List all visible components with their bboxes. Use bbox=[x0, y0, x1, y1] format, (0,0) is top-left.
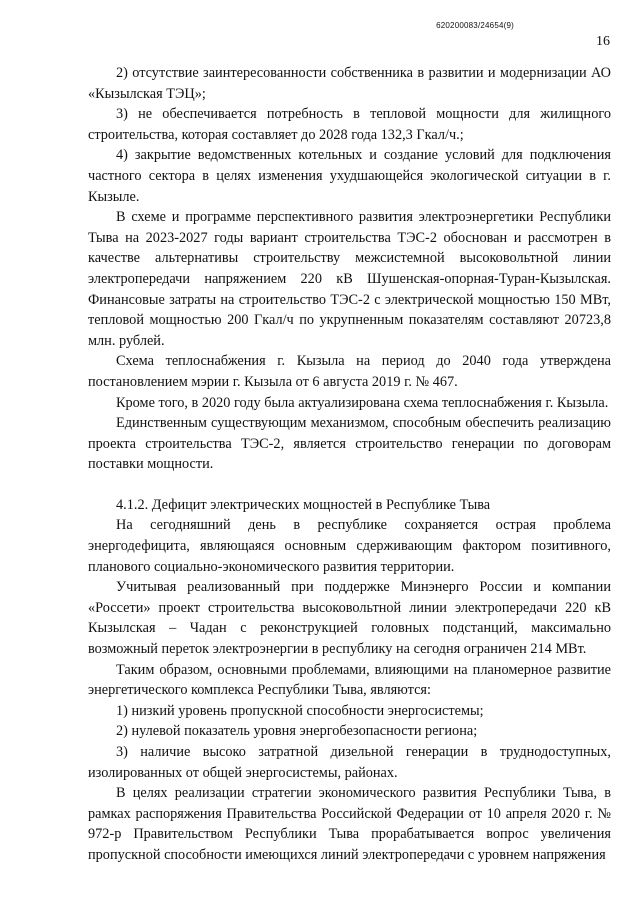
paragraph-transmission-line-project: Учитывая реализованный при поддержке Минэнерго России и компании «Россети» проект строительства высоковольтной линии электропередачи 220 кВ Кызылская – Чадан с реконструкцией головных подстанций, максимально возможный переток электроэнергии в республику на сегодня ограничен 214 МВт. bbox=[88, 579, 611, 658]
paragraph-main-problems-intro: Таким образом, основными проблемами, влияющими на планомерное развитие энергетического комплекса Республики Тыва, являются: bbox=[88, 661, 611, 699]
list-item-heat-capacity-shortage: 3) не обеспечивается потребность в тепловой мощности для жилищного строительства, которая составляет до 2028 года 132,3 Гкал/ч.; bbox=[88, 106, 611, 143]
paragraph-heat-supply-scheme: Схема теплоснабжения г. Кызыла на период до 2040 года утверждена постановлением мэрии г. Кызыла от 6 августа 2019 г. № 467. bbox=[88, 353, 611, 390]
paragraph-development-scheme: В схеме и программе перспективного развития электроэнергетики Республики Тыва на 2023-2027 годы вариант строительства ТЭС-2 обоснован и рассмотрен в качестве альтернативы строительству межсистемной высоковольтной линии электропередачи напряжением 220 кВ Шушенская-опорная-Туран-Кызылская. Финансовые затраты на строительство ТЭС-2 с электрической мощностью 150 МВт, тепловой мощностью 200 Гкал/ч по укрупненным показателям составляют 20723,8 млн. рублей. bbox=[88, 209, 611, 349]
list-item-diesel-generation: 3) наличие высоко затратной дизельной генерации в труднодоступных, изолированных от общей энергосистемы, районах. bbox=[88, 744, 611, 781]
document-id: 620200083/24654(9) bbox=[436, 21, 514, 30]
list-item-low-throughput: 1) низкий уровень пропускной способности энергосистемы; bbox=[116, 702, 484, 719]
paragraph-scheme-update-2020: Кроме того, в 2020 году была актуализирована схема теплоснабжения г. Кызыла. bbox=[116, 394, 609, 411]
paragraph-strategy-implementation: В целях реализации стратегии экономического развития Республики Тыва, в рамках распоряжения Правительства Российской Федерации от 10 апреля 2020 г. № 972-р Правительством Республики Тыва прорабатывается вопрос увеличения пропускной способности имеющихся линий электропередачи с уровнем напряжения bbox=[88, 785, 611, 863]
paragraph-capacity-agreements: Единственным существующим механизмом, способным обеспечить реализацию проекта строительства ТЭС-2, является строительство генерации по договорам поставки мощности. bbox=[88, 415, 611, 473]
document-body bbox=[88, 63, 611, 866]
page-number: 16 bbox=[596, 34, 610, 49]
paragraph-energy-deficit: На сегодняшний день в республике сохраняется острая проблема энергодефицита, являющаяся основным сдерживающим фактором позитивного, планового социально-экономического развития территории. bbox=[88, 517, 611, 575]
list-item-zero-energy-security: 2) нулевой показатель уровня энергобезопасности региона; bbox=[116, 723, 478, 740]
section-heading-4-1-2: 4.1.2. Дефицит электрических мощностей в Республике Тыва bbox=[116, 496, 491, 513]
list-item-absence-of-owner-interest: 2) отсутствие заинтересованности собственника в развитии и модернизации АО «Кызылская ТЭЦ»; bbox=[88, 65, 611, 102]
list-item-boiler-closure: 4) закрытие ведомственных котельных и создание условий для подключения частного сектора в целях изменения ухудшающейся экологической ситуации в г. Кызыле. bbox=[88, 147, 611, 205]
